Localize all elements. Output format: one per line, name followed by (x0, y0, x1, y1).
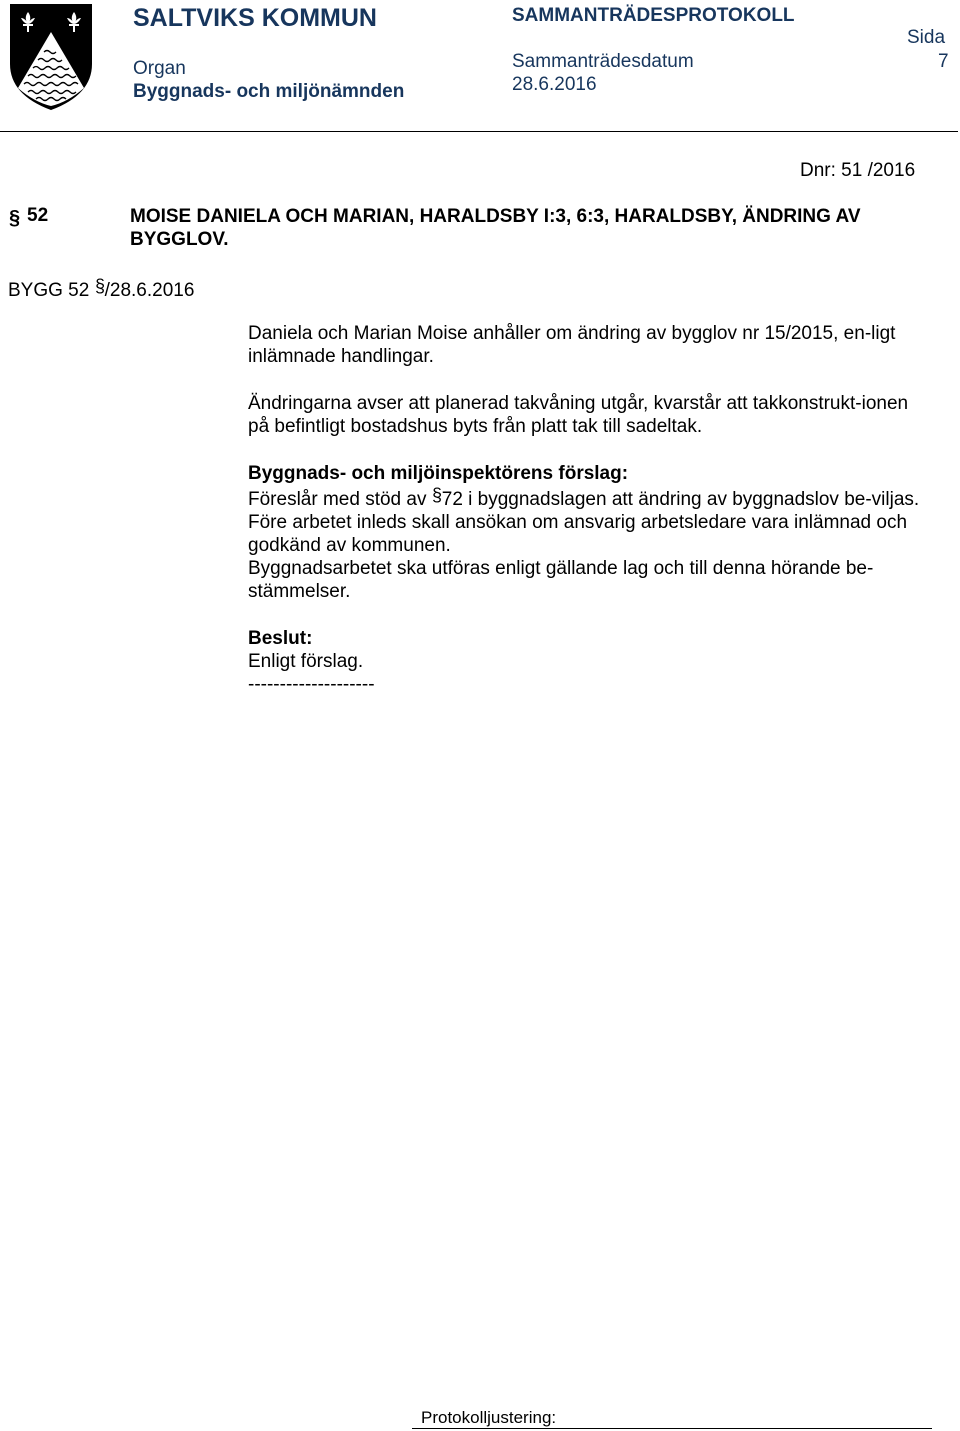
date-value: 28.6.2016 (512, 74, 597, 95)
case-reference-prefix: BYGG 52 (8, 280, 90, 301)
organ-label: Organ (133, 58, 186, 79)
proposal-item-1-start: Föreslår med stöd av (248, 489, 427, 510)
proposal-item-2: Före arbetet inleds skall ansökan om ansvarig arbetsledare vara inlämnad och godkänd av kommunen. (248, 512, 908, 556)
date-label: Sammanträdesdatum (512, 51, 694, 72)
body-content (248, 322, 928, 696)
document-type: SAMMANTRÄDESPROTOKOLL (512, 5, 795, 26)
organ-value: Byggnads- och miljönämnden (133, 81, 405, 102)
municipal-coat-of-arms-icon (8, 2, 94, 112)
diary-number: Dnr: 51 /2016 (800, 160, 916, 181)
section-sign-icon (432, 485, 442, 511)
case-reference (8, 276, 194, 302)
decision-text: Enligt förslag. (248, 651, 364, 672)
page-number: 7 (938, 51, 949, 72)
header-divider (0, 131, 958, 132)
proposal-item-1 (248, 485, 928, 511)
municipality-name: SALTVIKS KOMMUN (133, 4, 377, 32)
decision-heading: Beslut: (248, 628, 313, 649)
proposal-heading: Byggnads- och miljöinspektörens förslag: (248, 463, 629, 484)
paragraph-changes: Ändringarna avser att planerad takvåning utgår, kvarstår att takkonstrukt-ionen på befintligt bostadshus byts från platt tak till sadeltak. (248, 393, 909, 437)
section-sign-icon (8, 204, 26, 230)
svg-text:§: § (431, 485, 442, 505)
footer-signature-line (412, 1428, 932, 1429)
proposal-item-1-end: 72 i byggnadslagen att ändring av byggnadslov be-viljas. (441, 489, 920, 510)
footer-label: Protokolljustering: (421, 1408, 557, 1427)
case-reference-date: /28.6.2016 (104, 280, 195, 301)
end-dashes: -------------------- (248, 674, 375, 695)
section-title: MOISE DANIELA OCH MARIAN, HARALDSBY I:3, 6:3, HARALDSBY, ÄNDRING AV BYGGLOV. (130, 206, 861, 250)
section-sign-icon (95, 276, 105, 302)
page-label: Sida (907, 27, 946, 48)
proposal-item-3: Byggnadsarbetet ska utföras enligt gällande lag och till denna hörande be-stämmelser. (248, 558, 874, 602)
svg-text:§: § (9, 207, 21, 229)
svg-text:§: § (94, 276, 105, 296)
paragraph-application: Daniela och Marian Moise anhåller om ändring av bygglov nr 15/2015, en-ligt inlämnade handlingar. (248, 323, 896, 367)
section-number: 52 (27, 205, 49, 226)
